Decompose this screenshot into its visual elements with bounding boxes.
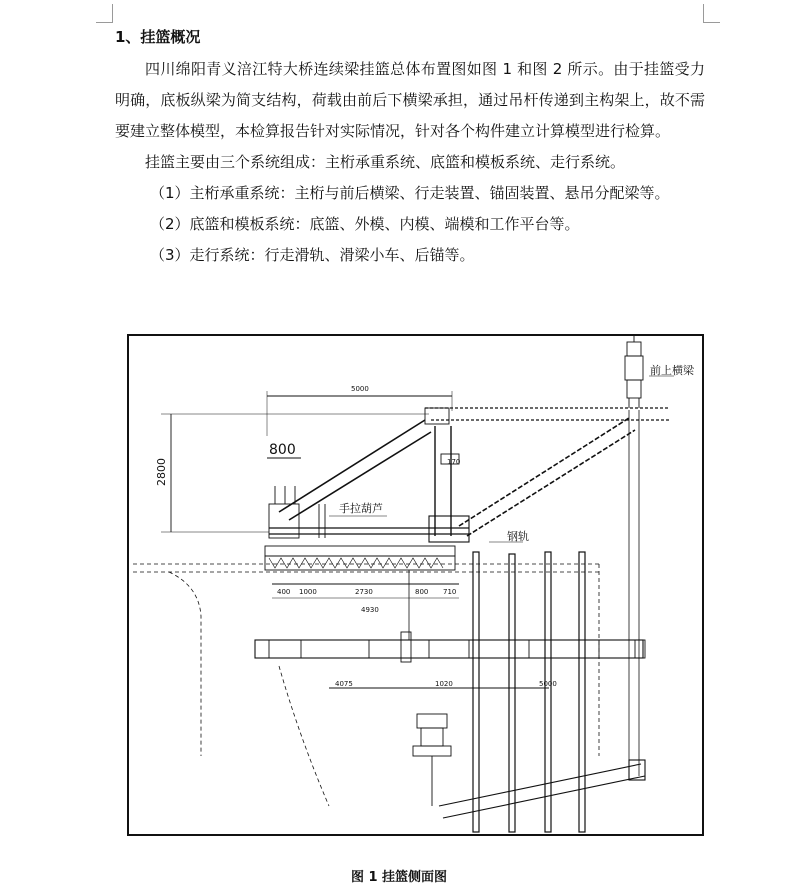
lower-jack — [413, 714, 451, 806]
label-hoist: 手拉葫芦 — [339, 502, 383, 515]
post-dimension — [267, 442, 301, 458]
dim-post: 800 — [269, 442, 296, 458]
dim-low-4075: 4075 — [335, 680, 353, 688]
engineering-drawing-frame — [127, 334, 704, 836]
intro-paragraph: 四川绵阳青义涪江特大桥连续梁挂篮总体布置图如图 1 和图 2 所示。由于挂篮受力明确，底板纵梁为简支结构，荷载由前后下横梁承担，通过吊杆传递到主构架上，故不需要建立整体模型，本检算报告针对实际情况，针对各个构件建立计算模型进行检算。 — [115, 60, 705, 140]
front-upper-beam — [625, 336, 695, 408]
main-truss — [269, 408, 669, 542]
top-dimension — [267, 385, 452, 436]
deck-band — [265, 546, 455, 570]
lower-dimensions — [329, 680, 557, 688]
label-rail: 钢轨 — [507, 530, 529, 543]
list-item: （1）主桁承重系统：主桁与前后横梁、行走装置、锚固装置、悬吊分配梁等。 — [150, 184, 670, 202]
rail-columns — [473, 529, 585, 832]
document-body — [115, 26, 705, 271]
dim-seg-710: 710 — [443, 588, 457, 596]
bottom-longitudinal-beam — [255, 632, 645, 662]
deck-dimensions — [272, 584, 459, 614]
rear-anchor — [269, 486, 325, 538]
dim-low-5000: 5000 — [539, 680, 557, 688]
page-corner-mark-right — [703, 4, 720, 23]
hoist-callout — [329, 501, 387, 516]
dim-seg-2730: 2730 — [355, 588, 373, 596]
box-girder-outline — [133, 564, 599, 806]
dim-height: 2800 — [155, 458, 168, 486]
section-heading: 1、挂篮概况 — [115, 28, 201, 46]
dim-low-1020: 1020 — [435, 680, 453, 688]
page-corner-mark-left — [96, 4, 113, 23]
dim-top-span: 5000 — [351, 385, 369, 393]
list-item: （2）底篮和模板系统：底篮、外模、内模、端模和工作平台等。 — [150, 215, 580, 233]
figure-caption: 图 1 挂篮侧面图 — [350, 870, 448, 885]
lower-inclined-beam — [439, 760, 645, 818]
dim-seg-1000: 1000 — [299, 588, 317, 596]
dim-seg-800: 800 — [415, 588, 429, 596]
list-item: （3）走行系统：行走滑轨、滑梁小车、后锚等。 — [150, 246, 475, 264]
dim-seg-400: 400 — [277, 588, 291, 596]
hanging-basket-side-elevation — [129, 336, 702, 834]
dim-total: 4930 — [361, 606, 379, 614]
height-dimension — [155, 414, 429, 532]
system-summary-paragraph: 挂篮主要由三个系统组成：主桁承重系统、底篮和模板系统、走行系统。 — [145, 153, 626, 171]
dim-post-height: 170 — [447, 458, 461, 466]
label-front-beam: 前上横梁 — [650, 364, 694, 377]
